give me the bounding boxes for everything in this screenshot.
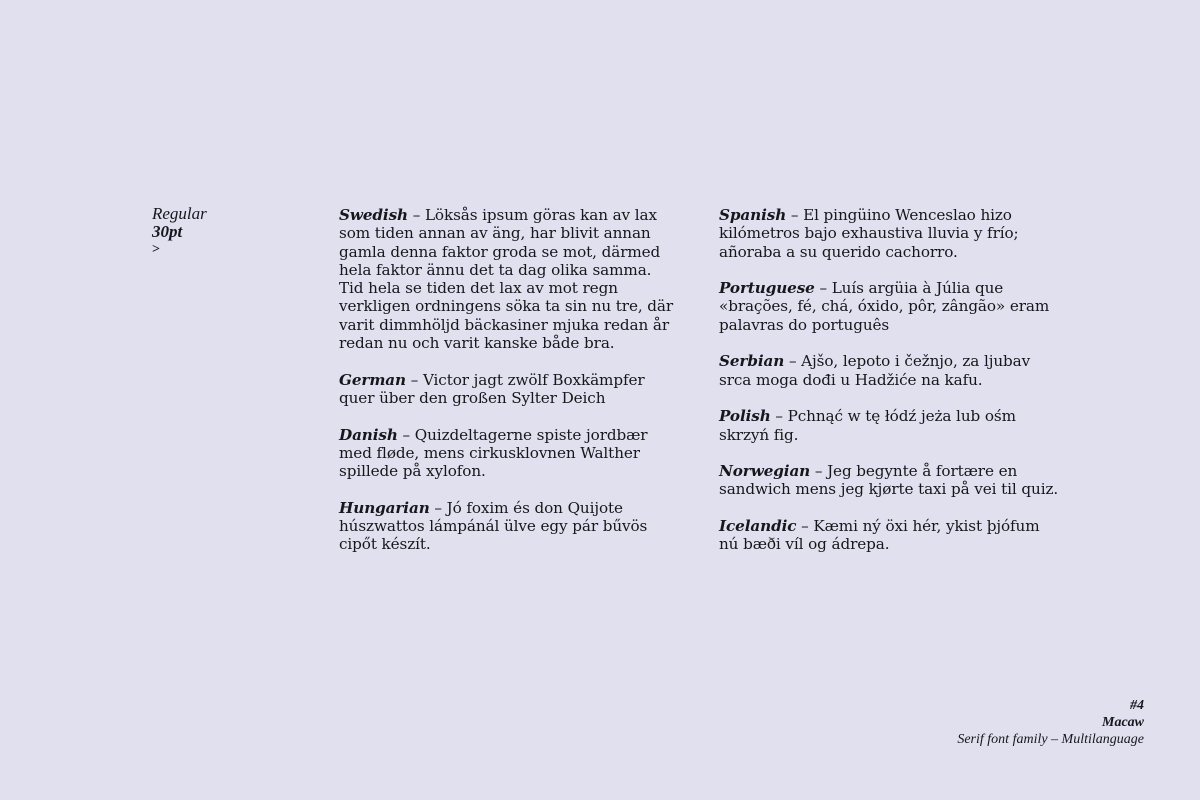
sample-spanish [719, 206, 1059, 261]
sample-text: – Ajšo, lepoto i čežnjo, za ljubav srca moga dođi u Hadžiće na kafu. [719, 352, 1031, 389]
right-sample-column [719, 206, 1059, 572]
sample-text: – Victor jagt zwölf Boxkämpfer quer über den großen Sylter Deich [339, 370, 645, 407]
language-name: Danish [339, 425, 398, 444]
sample-danish [339, 426, 679, 481]
sample-text: – Jeg begynte å fortære en sandwich mens jeg kjørte taxi på vei til quiz. [719, 462, 1059, 499]
footer-subtitle: Serif font family – Multilanguage [957, 732, 1144, 747]
sample-swedish [339, 206, 679, 352]
language-name: German [339, 370, 406, 389]
sample-text: – Jó foxim és don Quijote húszwattos lámpánál ülve egy pár bűvös cipőt készít. [339, 498, 648, 554]
sample-hungarian [339, 499, 679, 554]
sample-text: – Pchnąć w tę łódź jeża lub ośm skrzyń fig. [719, 407, 1016, 444]
sample-text: – El pingüino Wenceslao hizo kilómetros bajo exhaustiva lluvia y frío; añoraba a su querido cachorro. [719, 206, 1019, 261]
language-name: Spanish [719, 206, 787, 224]
type-spec-label [152, 205, 207, 259]
sample-norwegian [719, 462, 1059, 499]
sample-text: – Quizdeltagerne spiste jordbær med fløde, mens cirkusklovnen Walther spillede på xylofon. [339, 425, 648, 481]
sample-serbian [719, 352, 1059, 389]
page-footer [957, 697, 1144, 748]
sample-text: – Luís argüia à Júlia que «brações, fé, chá, óxido, pôr, zângão» eram palavras do português [719, 279, 1050, 334]
sample-german [339, 371, 679, 408]
sample-portuguese [719, 279, 1059, 334]
point-size: 30pt [152, 222, 183, 241]
sample-text: – Löksås ipsum göras kan av lax som tiden annan av äng, har blivit annan gamla denna faktor groda se mot, därmed hela faktor ännu det ta dag olika samma. Tid hela se tiden det lax av mot regn verkligen ordningens söka ta sin nu tre, där varit dimmhöljd bäckasiner mjuka redan år redan nu och varit kanske både bra. [339, 206, 674, 353]
sample-polish [719, 407, 1059, 444]
language-name: Icelandic [719, 517, 797, 536]
language-name: Hungarian [339, 498, 430, 517]
page-number: #4 [1130, 698, 1144, 713]
language-name: Serbian [719, 352, 785, 371]
style-name: Regular [152, 204, 207, 223]
language-name: Swedish [339, 206, 408, 224]
language-name: Portuguese [719, 279, 815, 298]
left-sample-column [339, 206, 679, 572]
font-name: Macaw [1102, 715, 1144, 730]
arrow-icon: > [152, 242, 160, 257]
sample-icelandic [719, 517, 1059, 554]
language-name: Polish [719, 407, 771, 426]
sample-text: – Kæmi ný öxi hér, ykist þjófum nú bæði víl og ádrepa. [719, 517, 1040, 554]
language-name: Norwegian [719, 462, 811, 481]
